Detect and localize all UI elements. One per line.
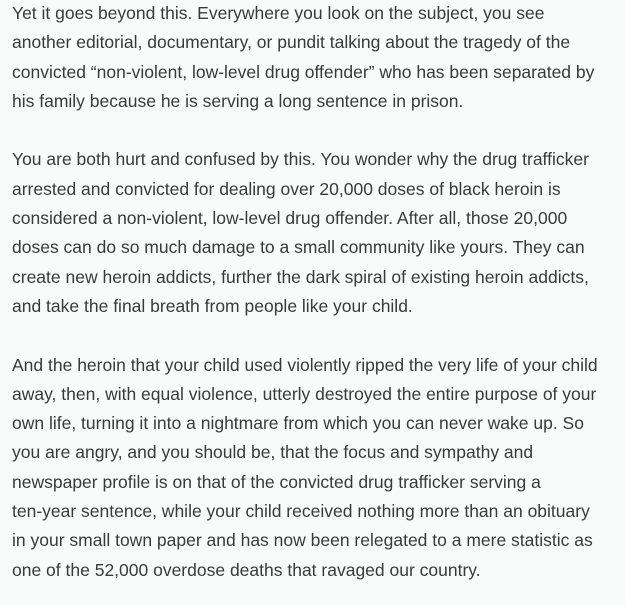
text-line: Yet it goes beyond this. Everywhere you look on the subject, you see xyxy=(12,3,545,23)
text-line: doses can do so much damage to a small community like yours. They can xyxy=(12,237,585,258)
paragraph-3 xyxy=(12,351,613,585)
text-line: own life, turning it into a nightmare from which you can never wake up. So xyxy=(12,413,584,434)
text-line: You are both hurt and confused by this. You wonder why the drug trafficker xyxy=(12,149,589,170)
text-line: And the heroin that your child used violently ripped the very life of your child xyxy=(12,354,598,375)
paragraph-2 xyxy=(12,145,613,321)
paragraph-spacer xyxy=(12,116,613,145)
text-line: newspaper profile is on that of the convicted drug trafficker serving a xyxy=(12,471,541,492)
text-line: in your small town paper and has now been relegated to a mere statistic as xyxy=(12,530,593,551)
text-line: his family because he is serving a long sentence in prison. xyxy=(12,90,464,111)
text-line: ten-year sentence, while your child received nothing more than an obituary xyxy=(12,501,590,522)
text-line: arrested and convicted for dealing over 20,000 doses of black heroin is xyxy=(12,178,561,199)
text-line: convicted “non-violent, low-level drug offender” who has been separated by xyxy=(12,61,595,82)
text-line: and take the final breath from people like your child. xyxy=(12,295,413,316)
text-line: create new heroin addicts, further the dark spiral of existing heroin addicts, xyxy=(12,266,589,287)
text-line: another editorial, documentary, or pundit talking about the tragedy of the xyxy=(12,32,571,53)
text-line: you are angry, and you should be, that the focus and sympathy and xyxy=(12,442,534,463)
text-line: one of the 52,000 overdose deaths that ravaged our country. xyxy=(12,559,481,580)
text-line: away, then, with equal violence, utterly destroyed the entire purpose of your xyxy=(12,383,597,404)
text-line: considered a non-violent, low-level drug offender. After all, those 20,000 xyxy=(12,208,568,229)
paragraph-spacer xyxy=(12,321,613,350)
paragraph-1 xyxy=(12,0,613,116)
